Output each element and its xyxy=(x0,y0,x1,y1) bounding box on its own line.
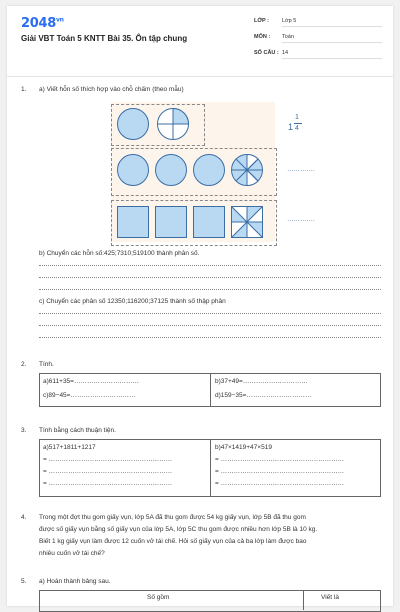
full-circle xyxy=(117,108,149,140)
q5-a-label: a) Hoàn thành bảng sau. xyxy=(39,578,111,585)
q4-line: Trong một đợt thu gom giấy vụn, lớp 5A đã thu gom được 54 kg giấy vụn, lớp 5B đã thu gom xyxy=(39,514,306,521)
q1-a-label: a) Viết hỗn số thích hợp vào chỗ chấm (theo mẫu) xyxy=(39,86,184,93)
logo-suffix: vn xyxy=(55,16,64,24)
sample-fraction-bar xyxy=(294,123,302,124)
q3-b-step[interactable]: = ………………………………………………… xyxy=(215,480,345,487)
answer-line[interactable] xyxy=(39,325,381,326)
header xyxy=(7,6,393,76)
q3-a-step[interactable]: = ………………………………………………… xyxy=(43,468,173,475)
full-square xyxy=(193,206,225,238)
full-circle xyxy=(193,154,225,186)
q4-line: Biết 1 kg giấy vụn làm được 12 cuốn vở tái chế. Hỏi số giấy vụn của cả ba lớp làm được bao xyxy=(39,538,307,545)
sample-denominator: 4 xyxy=(295,125,299,132)
q1-c-label: c) Chuyển các phân số 12350;116200;37125 thành số thập phân xyxy=(39,298,226,305)
meta-key: SỐ CÂU : xyxy=(254,50,279,56)
q1-number: 1. xyxy=(21,86,27,93)
answer-line[interactable] xyxy=(39,313,381,314)
q4-number: 4. xyxy=(21,514,27,521)
meta-key: LỚP : xyxy=(254,18,269,24)
meta-value: Lớp 5 xyxy=(282,18,297,24)
quarter-circle xyxy=(157,108,189,140)
sample-whole: 1 xyxy=(288,122,294,132)
q1-answer-blank[interactable]: …………. xyxy=(287,216,315,223)
meta-subject xyxy=(254,34,294,40)
q3-number: 3. xyxy=(21,427,27,434)
q2-c[interactable]: c)89−45=………………………… xyxy=(43,392,136,399)
meta-class xyxy=(254,18,296,24)
full-square xyxy=(117,206,149,238)
q5-col-divider xyxy=(303,590,304,610)
full-square xyxy=(155,206,187,238)
answer-line[interactable] xyxy=(39,337,381,338)
q5-number: 5. xyxy=(21,578,27,585)
q1-b-label: b) Chuyển các hỗn số:425;7310;519100 thành phân số. xyxy=(39,250,200,257)
eighths-square xyxy=(231,206,263,238)
sample-numerator: 1 xyxy=(295,114,299,121)
meta-value: 14 xyxy=(282,50,289,56)
q4-line: được số giấy vụn bằng số giấy vụn của lớp 5A, lớp 5C thu gom được nhiều hơn lớp 5B là 10 kg. xyxy=(39,526,318,533)
q3-a-step[interactable]: = ………………………………………………… xyxy=(43,480,173,487)
meta-question-count xyxy=(254,50,288,56)
q4-line: nhiêu cuốn vở tái chế? xyxy=(39,550,105,557)
q3-b-title: b)47×1419+47×519 xyxy=(215,444,272,451)
q2-divider xyxy=(210,373,211,407)
q3-b-step[interactable]: = ………………………………………………… xyxy=(215,468,345,475)
q1-answer-blank[interactable]: …………. xyxy=(287,166,315,173)
worksheet-page xyxy=(7,6,393,606)
q2-number: 2. xyxy=(21,361,27,368)
answer-line[interactable] xyxy=(39,277,381,278)
q2-label: Tính. xyxy=(39,361,54,368)
answer-line[interactable] xyxy=(39,265,381,266)
meta-value: Toán xyxy=(282,34,294,40)
q2-a[interactable]: a)611+35=………………………… xyxy=(43,378,139,385)
header-divider xyxy=(7,76,393,77)
q3-a-step[interactable]: = ………………………………………………… xyxy=(43,456,173,463)
meta-key: MÔN : xyxy=(254,34,271,40)
logo-text: 2048 xyxy=(21,16,56,31)
full-circle xyxy=(155,154,187,186)
q5-col-header: Viết là xyxy=(321,594,339,601)
q3-divider xyxy=(210,439,211,497)
q3-a-title: a)517+1811+1217 xyxy=(43,444,96,451)
answer-line[interactable] xyxy=(39,289,381,290)
q3-b-step[interactable]: = ………………………………………………… xyxy=(215,456,345,463)
q2-b[interactable]: b)37+49=………………………… xyxy=(215,378,308,385)
q3-label: Tính bằng cách thuận tiện. xyxy=(39,427,116,434)
eighths-circle xyxy=(231,154,263,186)
q2-d[interactable]: d)159−35=………………………… xyxy=(215,392,312,399)
full-circle xyxy=(117,154,149,186)
document-title: Giải VBT Toán 5 KNTT Bài 35. Ôn tập chung xyxy=(21,34,188,43)
site-logo[interactable] xyxy=(21,16,64,31)
q5-col-header: Số gồm xyxy=(147,594,170,601)
